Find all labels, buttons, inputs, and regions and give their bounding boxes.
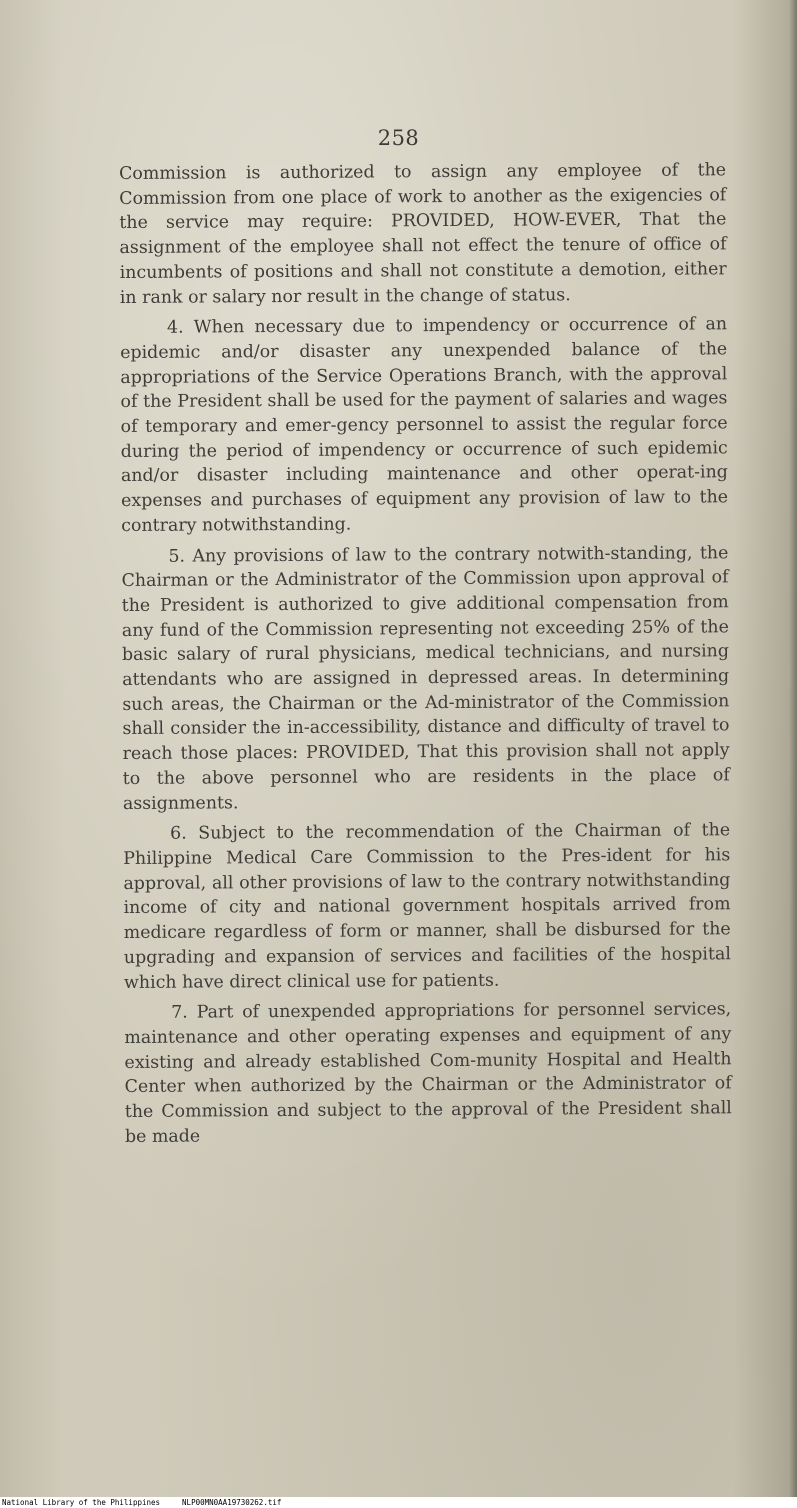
page-edge-shadow [789,0,797,1497]
paragraph-5: 5. Any provisions of law to the contrary notwith-standing, the Chairman or the Administrator of the Commission upon approval of the President is authorized to give additional compensation from any fund of the Commission representing not exceeding 25% of the basic salary of rural physicians, medical technicians, and nursing attendants who are assigned in depressed areas. In determining such areas, the Chairman or the Ad-ministrator of the Commission shall consider the in-accessibility, distance and difficulty of travel to reach those places: PROVIDED, That this provision shall not apply to the above personnel who are residents in the place of assignments. [121,542,730,814]
body-text [119,158,732,1149]
footer-file: NLP00MN0AA19730262.tif [182,1498,282,1507]
paragraph-4: 4. When necessary due to impendency or occurrence of an epidemic and/or disaster any unexpended balance of the appropriations of the Service Operations Branch, with the approval of the President shall be used for the payment of salaries and wages of temporary and emer-gency personnel to assist the regular force during the period of impendency or occurrence of such epidemic and/or disaster including maintenance and other operat-ing expenses and purchases of equipment any provision of law to the contrary notwithstanding. [120,314,729,536]
scan-footer [0,1497,797,1508]
paragraph-6: 6. Subject to the recommendation of the Chairman of the Philippine Medical Care Commission to the Pres-ident for his approval, all other provisions of law to the contrary notwithstanding income of city and national government hospitals arrived from medicare regardless of form or manner, shall be disbursed for the upgrading and expansion of services and facilities of the hospital which have direct clinical use for patients. [123,820,731,993]
paragraph-continuation: Commission is authorized to assign any employee of the Commission from one place of work to another as the exigencies of the service may require: PROVIDED, HOW-EVER, That the assignment of the employee shall not effect the tenure of office of incumbents of positions and shall not constitute a demotion, either in rank or salary nor result in the change of status. [119,160,727,308]
page-number: 258 [377,126,420,150]
paragraph-7: 7. Part of unexpended appropriations for personnel services, maintenance and other operating expenses and equipment of any existing and already established Com-munity Hospital and Health Center when authorized by the Chairman or the Administrator of the Commission and subject to the approval of the President shall be made [124,999,732,1147]
footer-library: National Library of the Philippines [2,1498,161,1507]
